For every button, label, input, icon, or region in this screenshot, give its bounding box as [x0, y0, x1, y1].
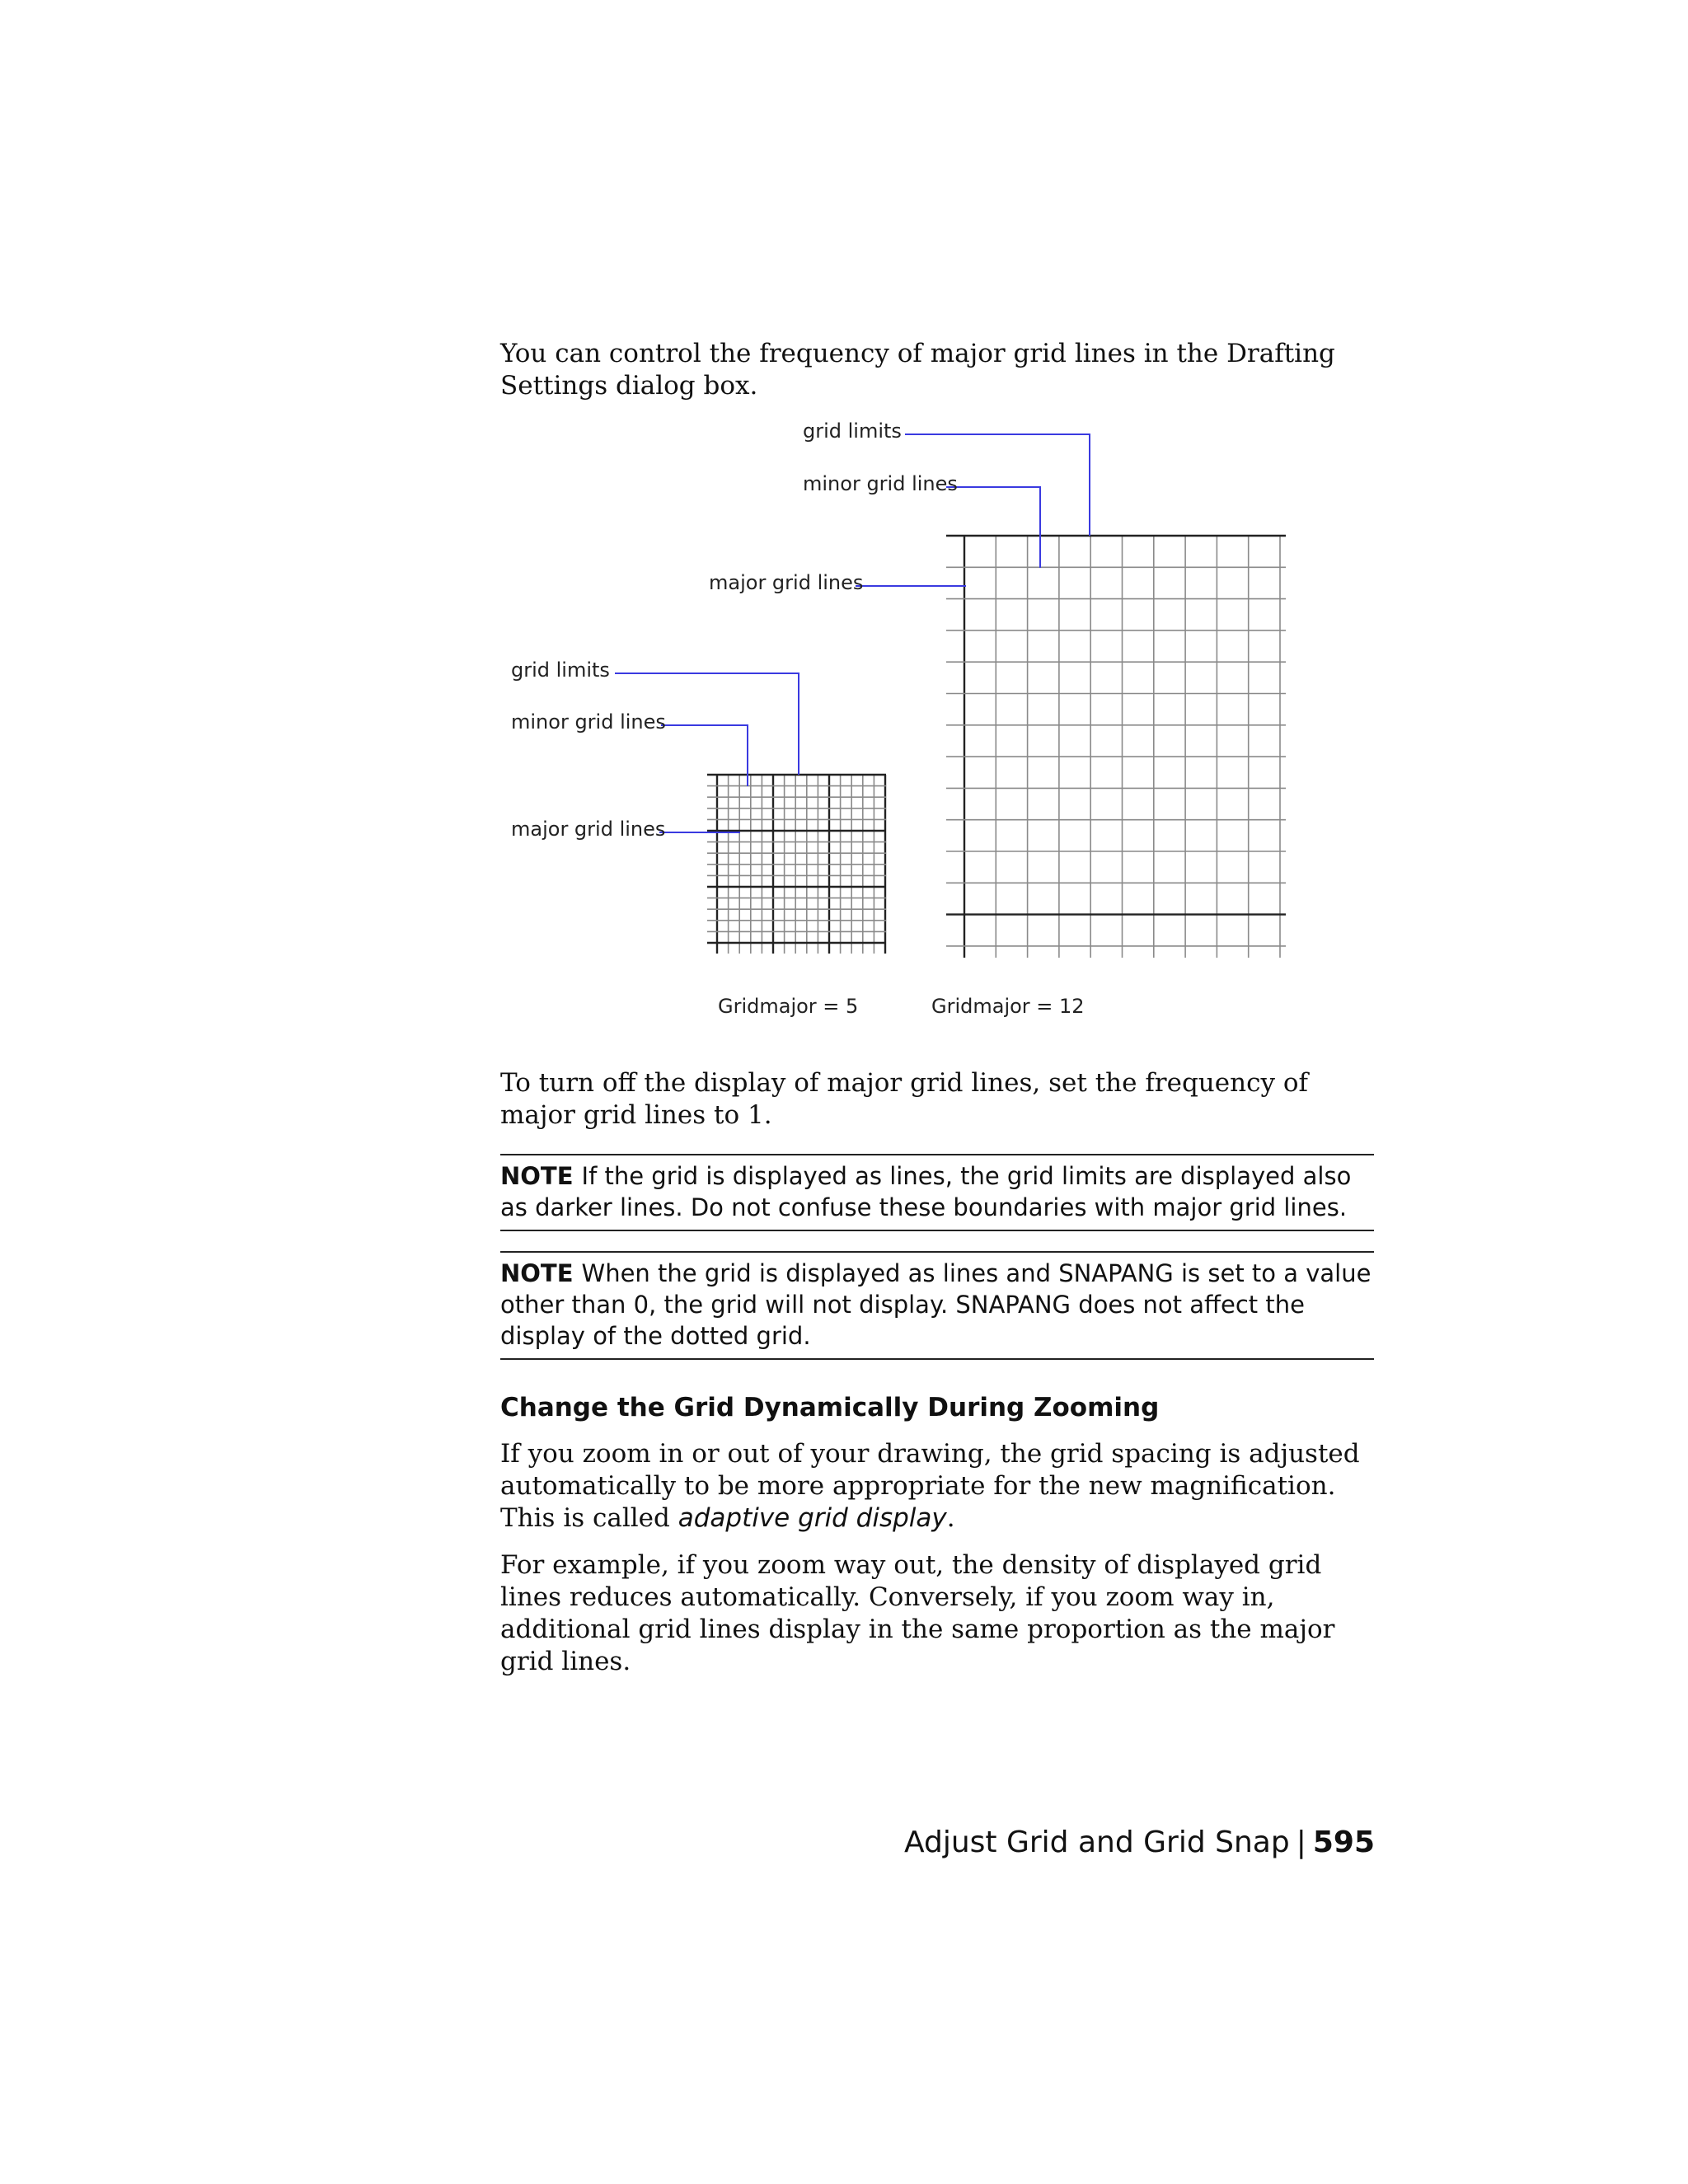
left-grid-limits-label: grid limits — [511, 658, 610, 682]
example-paragraph: For example, if you zoom way out, the density of displayed grid lines reduces automatically. Conversely, if you zoom way in, additional grid lines display in the same proportion as the major grid lines. — [500, 1550, 1335, 1676]
footer-separator: | — [1296, 1825, 1306, 1859]
footer-title: Adjust Grid and Grid Snap — [903, 1825, 1290, 1859]
large-grid-gridmajor-12 — [946, 536, 1286, 958]
page-number: 595 — [1312, 1825, 1375, 1859]
adaptive-text-before: If you zoom in or out of your drawing, the grid spacing is adjusted automatically to be more appropriate for the new magnification. This is called — [500, 1439, 1360, 1533]
note-label: NOTE — [500, 1259, 574, 1287]
note-text: If the grid is displayed as lines, the grid limits are displayed also as darker lines. Do not confuse these boundaries with major grid lines. — [500, 1162, 1352, 1221]
small-grid-gridmajor-5 — [707, 775, 886, 954]
turn-off-paragraph: To turn off the display of major grid lines, set the frequency of major grid lines to 1. — [500, 1068, 1308, 1130]
note-text: When the grid is displayed as lines and SNAPANG is set to a value other than 0, the grid will not display. SNAPANG does not affect the display of the dotted grid. — [500, 1259, 1372, 1350]
caption-gridmajor-5: Gridmajor = 5 — [718, 995, 859, 1018]
leader-right-minor-lines — [946, 487, 1040, 568]
right-grid-limits-label: grid limits — [803, 419, 902, 443]
adaptive-term: adaptive grid display — [678, 1503, 947, 1533]
section-heading: Change the Grid Dynamically During Zooming — [500, 1393, 1160, 1422]
note-box-2 — [500, 1251, 1374, 1360]
leader-left-minor-lines — [661, 725, 748, 786]
left-major-grid-lines-label: major grid lines — [511, 818, 666, 841]
note-box-1 — [500, 1154, 1374, 1231]
caption-gridmajor-12: Gridmajor = 12 — [931, 995, 1085, 1018]
right-minor-grid-lines-label: minor grid lines — [803, 472, 958, 495]
left-minor-grid-lines-label: minor grid lines — [511, 710, 666, 733]
grid-figure — [495, 412, 1352, 1038]
right-major-grid-lines-label: major grid lines — [709, 571, 864, 594]
adaptive-paragraph — [500, 1438, 1374, 1535]
page-footer — [904, 1825, 1375, 1859]
note-label: NOTE — [500, 1162, 574, 1190]
adaptive-text-after: . — [946, 1503, 955, 1533]
intro-paragraph: You can control the frequency of major grid lines in the Drafting Settings dialog box. — [500, 339, 1335, 401]
